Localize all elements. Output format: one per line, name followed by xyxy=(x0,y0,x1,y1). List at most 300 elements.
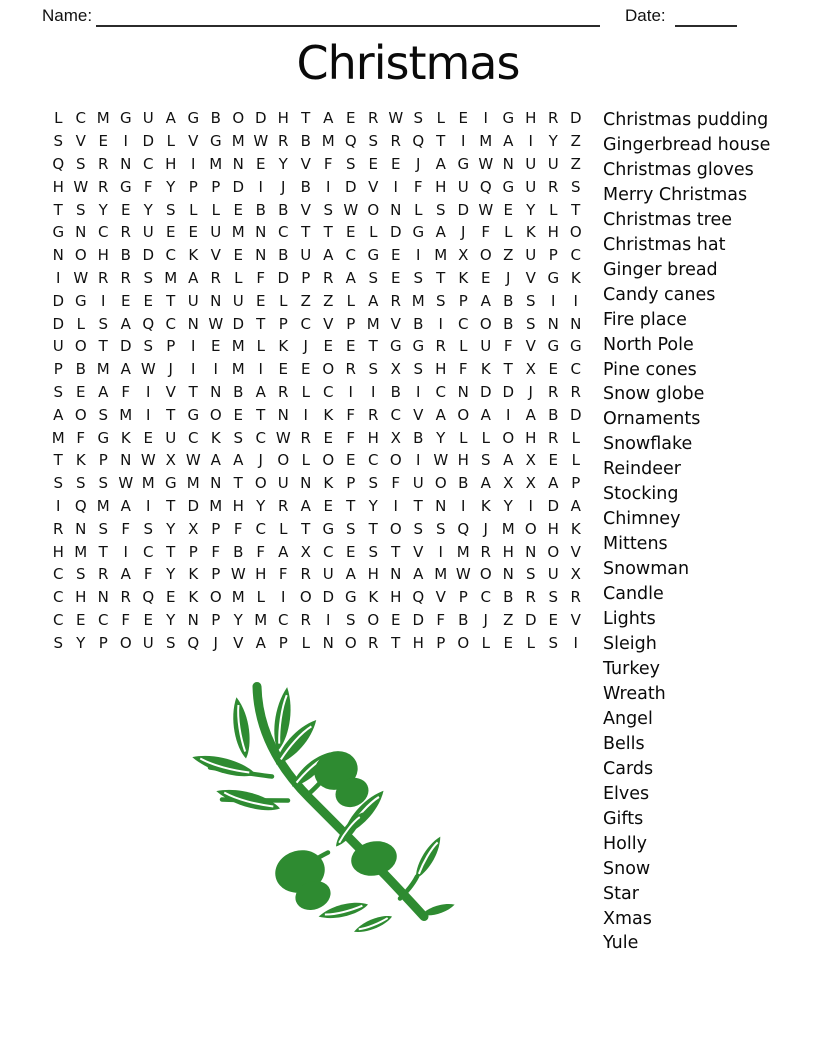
grid-letter: W xyxy=(275,428,291,447)
grid-letter: E xyxy=(76,382,86,401)
grid-letter: N xyxy=(322,633,334,652)
grid-letter: B xyxy=(233,382,244,401)
grid-letter: L xyxy=(346,291,355,310)
grid-letter: V xyxy=(368,177,379,196)
word-list-item: Lights xyxy=(603,609,656,630)
grid-letter: S xyxy=(323,200,334,219)
grid-letter: I xyxy=(146,405,151,424)
grid-letter: C xyxy=(570,246,581,265)
grid-letter: Z xyxy=(503,610,514,629)
grid-letter: L xyxy=(526,633,535,652)
grid-letter: Q xyxy=(412,132,425,151)
grid-letter: X xyxy=(570,565,581,584)
word-search-grid xyxy=(47,107,587,654)
grid-letter: F xyxy=(143,177,153,196)
grid-letter: B xyxy=(233,542,244,561)
grid-letter: I xyxy=(393,177,398,196)
grid-letter: K xyxy=(278,337,289,356)
grid-letter: P xyxy=(188,177,198,196)
grid-letter: L xyxy=(301,382,310,401)
grid-letter: R xyxy=(120,223,131,242)
grid-letter: I xyxy=(281,588,286,607)
grid-letter: A xyxy=(368,291,379,310)
grid-letter: C xyxy=(278,610,289,629)
grid-letter: G xyxy=(74,291,87,310)
grid-letter: X xyxy=(525,451,536,470)
grid-letter: D xyxy=(457,200,470,219)
grid-letter: M xyxy=(254,610,268,629)
grid-letter: R xyxy=(345,360,356,379)
grid-letter: P xyxy=(166,337,176,356)
grid-letter: Y xyxy=(166,519,176,538)
grid-letter: S xyxy=(368,268,379,287)
word-list-item: Wreath xyxy=(603,683,666,704)
grid-letter: M xyxy=(501,519,515,538)
grid-letter: X xyxy=(188,519,199,538)
grid-letter: C xyxy=(345,246,356,265)
grid-letter: O xyxy=(367,610,380,629)
grid-letter: U xyxy=(142,633,154,652)
grid-letter: E xyxy=(211,337,221,356)
name-blank-line xyxy=(96,25,600,27)
grid-letter: O xyxy=(74,246,87,265)
grid-letter: I xyxy=(461,496,466,515)
grid-letter: O xyxy=(119,633,132,652)
grid-letter: A xyxy=(525,405,536,424)
grid-letter: T xyxy=(98,542,108,561)
grid-letter: K xyxy=(480,496,491,515)
word-list-item: Gifts xyxy=(603,808,644,829)
grid-letter: M xyxy=(231,337,245,356)
grid-letter: V xyxy=(300,154,311,173)
grid-letter: S xyxy=(345,519,356,538)
grid-letter: X xyxy=(458,246,469,265)
grid-letter: O xyxy=(434,474,447,493)
grid-letter: H xyxy=(165,154,177,173)
grid-letter: E xyxy=(391,246,401,265)
grid-letter: M xyxy=(231,132,245,151)
grid-letter: D xyxy=(232,314,245,333)
word-list xyxy=(603,108,770,956)
grid-letter: W xyxy=(478,200,494,219)
grid-letter: U xyxy=(525,246,537,265)
grid-letter: Z xyxy=(323,291,334,310)
grid-letter: A xyxy=(53,405,64,424)
grid-letter: A xyxy=(548,474,559,493)
grid-letter: I xyxy=(146,496,151,515)
grid-letter: I xyxy=(326,177,331,196)
grid-letter: U xyxy=(412,474,424,493)
grid-letter: N xyxy=(52,246,64,265)
grid-letter: L xyxy=(189,200,198,219)
grid-letter: I xyxy=(371,382,376,401)
grid-letter: L xyxy=(459,337,468,356)
grid-letter: O xyxy=(344,633,357,652)
grid-letter: N xyxy=(255,223,267,242)
grid-letter: X xyxy=(525,474,536,493)
grid-letter: S xyxy=(368,474,379,493)
grid-letter: J xyxy=(303,337,308,356)
grid-letter: E xyxy=(121,291,131,310)
grid-letter: L xyxy=(481,633,490,652)
grid-letter: J xyxy=(461,223,466,242)
grid-letter: L xyxy=(234,268,243,287)
grid-letter: B xyxy=(300,132,311,151)
grid-letter: K xyxy=(210,428,221,447)
grid-letter: W xyxy=(253,132,269,151)
grid-letter: S xyxy=(345,610,356,629)
grid-letter: R xyxy=(525,588,536,607)
grid-letter: F xyxy=(346,428,356,447)
grid-letter: F xyxy=(233,519,243,538)
grid-letter: C xyxy=(480,588,491,607)
grid-letter: R xyxy=(390,132,401,151)
grid-letter: A xyxy=(413,565,424,584)
grid-letter: D xyxy=(344,177,357,196)
grid-letter: E xyxy=(233,405,243,424)
grid-letter: V xyxy=(413,405,424,424)
grid-letter: L xyxy=(301,451,310,470)
grid-letter: R xyxy=(300,610,311,629)
grid-letter: L xyxy=(166,132,175,151)
grid-letter: H xyxy=(277,109,289,128)
grid-letter: F xyxy=(458,360,468,379)
grid-letter: L xyxy=(279,519,288,538)
grid-letter: W xyxy=(343,200,359,219)
grid-letter: J xyxy=(258,451,263,470)
grid-letter: P xyxy=(211,519,221,538)
grid-letter: G xyxy=(547,268,560,287)
grid-letter: C xyxy=(98,610,109,629)
grid-letter: M xyxy=(231,223,245,242)
grid-letter: L xyxy=(279,291,288,310)
grid-letter: G xyxy=(502,109,515,128)
grid-letter: C xyxy=(53,565,64,584)
grid-letter: U xyxy=(300,246,312,265)
grid-letter: G xyxy=(164,474,177,493)
grid-letter: U xyxy=(187,291,199,310)
grid-letter: T xyxy=(166,405,176,424)
date-blank-line xyxy=(675,25,737,27)
grid-letter: J xyxy=(506,268,511,287)
grid-letter: H xyxy=(435,360,447,379)
grid-letter: T xyxy=(53,200,63,219)
grid-letter: V xyxy=(323,314,334,333)
grid-letter: N xyxy=(120,154,132,173)
grid-letter: V xyxy=(570,542,581,561)
grid-letter: O xyxy=(232,109,245,128)
grid-letter: O xyxy=(322,451,335,470)
grid-letter: Y xyxy=(98,200,108,219)
grid-letter: D xyxy=(322,588,335,607)
grid-letter: O xyxy=(367,200,380,219)
grid-letter: L xyxy=(459,428,468,447)
grid-letter: R xyxy=(548,109,559,128)
grid-letter: Q xyxy=(344,132,357,151)
grid-letter: M xyxy=(411,291,425,310)
word-list-item: Cards xyxy=(603,758,654,779)
grid-letter: E xyxy=(391,268,401,287)
grid-letter: A xyxy=(503,451,514,470)
grid-letter: U xyxy=(525,154,537,173)
grid-letter: W xyxy=(73,268,89,287)
grid-letter: G xyxy=(97,428,110,447)
grid-letter: U xyxy=(547,154,559,173)
grid-letter: N xyxy=(187,610,199,629)
grid-letter: C xyxy=(75,109,86,128)
grid-letter: M xyxy=(366,314,380,333)
date-label: Date: xyxy=(625,6,666,25)
grid-letter: G xyxy=(187,109,200,128)
grid-letter: D xyxy=(524,610,537,629)
word-list-item: Bells xyxy=(603,733,645,754)
grid-letter: R xyxy=(548,177,559,196)
grid-letter: Y xyxy=(233,610,243,629)
grid-letter: H xyxy=(502,542,514,561)
grid-letter: G xyxy=(52,223,65,242)
grid-letter: D xyxy=(142,246,155,265)
grid-letter: V xyxy=(390,314,401,333)
grid-letter: A xyxy=(323,109,334,128)
grid-letter: O xyxy=(277,451,290,470)
grid-letter: W xyxy=(140,360,156,379)
grid-letter: A xyxy=(120,565,131,584)
grid-letter: N xyxy=(390,200,402,219)
grid-letter: L xyxy=(571,428,580,447)
grid-letter: N xyxy=(187,314,199,333)
grid-letter: K xyxy=(368,588,379,607)
grid-letter: I xyxy=(191,360,196,379)
grid-letter: N xyxy=(525,542,537,561)
grid-letter: L xyxy=(256,588,265,607)
grid-letter: A xyxy=(503,132,514,151)
grid-letter: E xyxy=(346,223,356,242)
grid-letter: A xyxy=(255,382,266,401)
grid-letter: F xyxy=(121,519,131,538)
grid-letter: S xyxy=(98,519,109,538)
word-list-item: Turkey xyxy=(603,658,660,679)
grid-letter: S xyxy=(98,314,109,333)
grid-letter: H xyxy=(52,177,64,196)
grid-letter: W xyxy=(73,177,89,196)
grid-letter: S xyxy=(570,177,581,196)
grid-letter: R xyxy=(98,565,109,584)
grid-letter: E xyxy=(166,223,176,242)
grid-letter: O xyxy=(479,246,492,265)
grid-letter: V xyxy=(525,337,536,356)
grid-letter: R xyxy=(278,496,289,515)
grid-letter: D xyxy=(479,382,492,401)
grid-letter: B xyxy=(390,382,401,401)
grid-letter: R xyxy=(548,382,559,401)
grid-letter: J xyxy=(416,154,421,173)
grid-letter: N xyxy=(547,314,559,333)
grid-letter: G xyxy=(569,337,582,356)
grid-letter: E xyxy=(346,109,356,128)
grid-letter: A xyxy=(570,496,581,515)
grid-letter: M xyxy=(434,246,448,265)
grid-letter: S xyxy=(53,474,64,493)
word-list-item: Star xyxy=(603,883,639,904)
word-list-item: Chimney xyxy=(603,509,681,530)
grid-letter: C xyxy=(255,428,266,447)
grid-letter: E xyxy=(481,268,491,287)
grid-letter: L xyxy=(504,223,513,242)
word-list-item: Gingerbread house xyxy=(603,134,771,155)
grid-letter: N xyxy=(120,451,132,470)
grid-letter: K xyxy=(480,360,491,379)
grid-letter: R xyxy=(390,291,401,310)
grid-letter: R xyxy=(548,428,559,447)
grid-letter: C xyxy=(323,382,334,401)
grid-letter: Q xyxy=(52,154,65,173)
grid-letter: I xyxy=(483,109,488,128)
grid-letter: F xyxy=(256,268,266,287)
grid-letter: I xyxy=(573,633,578,652)
grid-letter: E xyxy=(166,588,176,607)
grid-letter: D xyxy=(254,109,267,128)
grid-letter: S xyxy=(233,428,244,447)
grid-letter: C xyxy=(368,451,379,470)
grid-letter: P xyxy=(211,565,221,584)
word-list-item: Yule xyxy=(603,933,639,954)
grid-letter: E xyxy=(346,337,356,356)
grid-letter: Q xyxy=(142,588,155,607)
grid-letter: A xyxy=(120,314,131,333)
grid-letter: A xyxy=(210,451,221,470)
grid-letter: O xyxy=(547,542,560,561)
grid-letter: R xyxy=(570,588,581,607)
grid-letter: O xyxy=(569,223,582,242)
grid-letter: O xyxy=(457,405,470,424)
grid-letter: R xyxy=(98,154,109,173)
word-list-item: Pine cones xyxy=(603,359,697,380)
grid-letter: G xyxy=(344,588,357,607)
word-list-item: Xmas xyxy=(603,908,652,929)
grid-letter: Z xyxy=(300,291,311,310)
grid-letter: K xyxy=(323,474,334,493)
grid-letter: F xyxy=(503,337,513,356)
name-label: Name: xyxy=(42,6,93,25)
grid-letter: W xyxy=(185,451,201,470)
grid-letter: N xyxy=(97,588,109,607)
grid-letter: S xyxy=(53,633,64,652)
grid-letter: N xyxy=(390,565,402,584)
grid-letter: Y xyxy=(436,428,446,447)
grid-letter: L xyxy=(481,428,490,447)
grid-letter: T xyxy=(301,223,311,242)
grid-letter: I xyxy=(528,132,533,151)
grid-letter: Z xyxy=(503,246,514,265)
grid-letter: F xyxy=(256,542,266,561)
grid-letter: T xyxy=(436,132,446,151)
grid-letter: W xyxy=(208,314,224,333)
grid-letter: N xyxy=(277,405,289,424)
grid-letter: O xyxy=(457,633,470,652)
grid-letter: C xyxy=(143,542,154,561)
grid-letter: Q xyxy=(412,588,425,607)
grid-letter: H xyxy=(547,223,559,242)
word-list-item: Candy canes xyxy=(603,284,716,305)
grid-letter: A xyxy=(323,246,334,265)
grid-letter: W xyxy=(455,565,471,584)
word-list-item: Reindeer xyxy=(603,459,681,480)
grid-letter: V xyxy=(525,268,536,287)
grid-letter: S xyxy=(525,314,536,333)
grid-letter: M xyxy=(231,588,245,607)
olive-branch-svg xyxy=(160,656,460,941)
grid-letter: H xyxy=(367,565,379,584)
grid-letter: E xyxy=(143,428,153,447)
grid-letter: O xyxy=(389,451,402,470)
grid-letter: A xyxy=(255,633,266,652)
grid-letter: L xyxy=(256,337,265,356)
grid-letter: P xyxy=(53,360,63,379)
grid-letter: C xyxy=(188,428,199,447)
word-list-item: Christmas hat xyxy=(603,234,726,255)
grid-letter: B xyxy=(548,405,559,424)
grid-letter: E xyxy=(503,633,513,652)
grid-letter: D xyxy=(142,132,155,151)
grid-letter: F xyxy=(76,428,86,447)
grid-letter: F xyxy=(278,565,288,584)
grid-letter: V xyxy=(300,200,311,219)
grid-letter: S xyxy=(98,474,109,493)
grid-letter: G xyxy=(457,154,470,173)
grid-letter: N xyxy=(210,474,222,493)
grid-letter: D xyxy=(502,382,515,401)
grid-letter: N xyxy=(435,496,447,515)
grid-letter: A xyxy=(435,154,446,173)
grid-letter: T xyxy=(301,109,311,128)
grid-letter: A xyxy=(480,405,491,424)
grid-letter: I xyxy=(56,496,61,515)
grid-letter: F xyxy=(211,542,221,561)
grid-letter: L xyxy=(549,200,558,219)
grid-letter: M xyxy=(434,565,448,584)
grid-letter: A xyxy=(435,405,446,424)
grid-letter: E xyxy=(458,109,468,128)
grid-letter: A xyxy=(165,109,176,128)
grid-letter: H xyxy=(457,451,469,470)
grid-letter: T xyxy=(368,519,378,538)
grid-letter: E xyxy=(346,451,356,470)
grid-letter: Y xyxy=(143,200,153,219)
grid-letter: L xyxy=(54,109,63,128)
grid-letter: Y xyxy=(166,177,176,196)
grid-letter: K xyxy=(570,519,581,538)
grid-letter: T xyxy=(368,337,378,356)
grid-letter: R xyxy=(98,177,109,196)
grid-letter: F xyxy=(391,474,401,493)
grid-letter: T xyxy=(53,451,63,470)
grid-letter: X xyxy=(165,451,176,470)
grid-letter: E xyxy=(503,200,513,219)
grid-letter: U xyxy=(52,337,64,356)
grid-letter: C xyxy=(143,154,154,173)
word-list-item: Snowflake xyxy=(603,434,693,455)
grid-letter: C xyxy=(300,314,311,333)
grid-letter: B xyxy=(458,610,469,629)
grid-letter: T xyxy=(391,633,401,652)
grid-letter: M xyxy=(479,132,493,151)
grid-letter: M xyxy=(321,132,335,151)
grid-letter: T xyxy=(413,496,423,515)
grid-letter: C xyxy=(458,314,469,333)
grid-letter: R xyxy=(278,382,289,401)
grid-letter: L xyxy=(436,109,445,128)
grid-letter: H xyxy=(547,519,559,538)
